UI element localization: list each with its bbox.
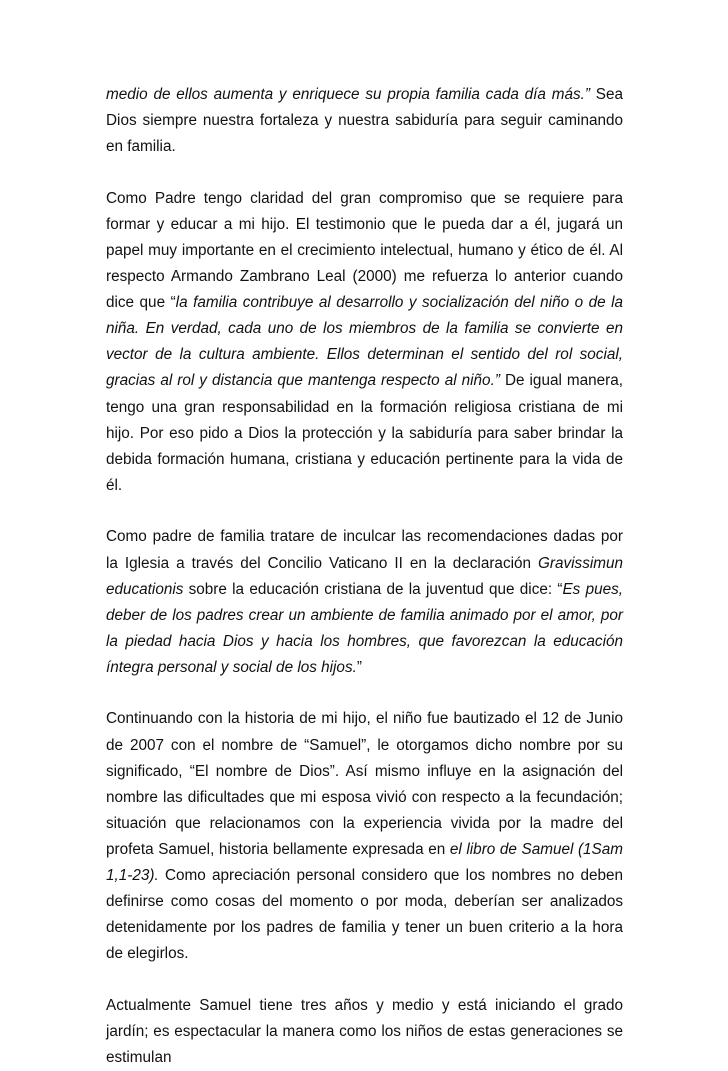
paragraph-2: [106, 186, 623, 499]
body-text: sobre la educación cristiana de la juventud que dice: “: [183, 580, 563, 598]
quote-text: la familia contribuye al desarrollo y socialización del niño o de la niña. En verdad, cada uno de los miembros de la familia se convierte en vector de la cultura ambiente. Ellos determinan el sentido del rol social, gracias al rol y distancia que mantenga respecto al niño.”: [106, 294, 623, 390]
body-text: Actualmente Samuel tiene tres años y medio y está iniciando el grado jardín; es espectacular la manera como los niños de estas generaciones se estimulan: [106, 996, 623, 1067]
paragraph-3: [106, 524, 623, 681]
paragraph-1: [106, 82, 623, 160]
body-text: Como apreciación personal considero que los nombres no deben definirse como cosas del momento o por moda, deberían ser analizados detenidamente por los padres de familia y tener un buen criterio a la hora de elegirlos.: [106, 867, 623, 963]
body-text: Continuando con la historia de mi hijo, el niño fue bautizado el 12 de Junio de 2007 con el nombre de “Samuel”, le otorgamos dicho nombre por su significado, “El nombre de Dios”. Así mismo influye en la asignación del nombre las dificultades que mi esposa vivió con respecto a la fecundación; situación que relacionamos con la experiencia vivida por la madre del profeta Samuel, historia bellamente expresada en: [106, 710, 623, 858]
bible-reference: el libro de Samuel (1Sam 1,1-23).: [106, 840, 623, 885]
body-text: Como Padre tengo claridad del gran compromiso que se requiere para formar y educar a mi hijo. El testimonio que le pueda dar a él, jugará un papel muy importante en el crecimiento intelectual, humano y ético de él. Al respecto Armando Zambrano Leal (2000) me refuerza lo anterior cuando dice que “: [106, 189, 623, 312]
body-text: Como padre de familia tratare de inculcar las recomendaciones dadas por la Iglesia a través del Concilio Vaticano II en la declaración: [106, 528, 623, 572]
quote-text: Es pues, deber de los padres crear un ambiente de familia animado por el amor, por la piedad hacia Dios y hacia los hombres, que favorezcan la educación íntegra personal y social de los hijos.: [106, 580, 623, 676]
body-text: ”: [356, 658, 362, 676]
paragraph-5: [106, 993, 623, 1071]
quote-text: medio de ellos aumenta y enriquece su propia familia cada día más.”: [106, 86, 590, 103]
document-title: Gravissimun educationis: [106, 554, 623, 598]
body-text: Sea Dios siempre nuestra fortaleza y nuestra sabiduría para seguir caminando en familia.: [106, 86, 623, 156]
body-text: De igual manera, tengo una gran responsabilidad en la formación religiosa cristiana de mi hijo. Por eso pido a Dios la protección y la sabiduría para saber brindar la debida formación humana, cristiana y educación pertinente para la vida de él.: [106, 372, 624, 494]
document-page: [106, 82, 623, 1071]
paragraph-4: [106, 706, 623, 967]
